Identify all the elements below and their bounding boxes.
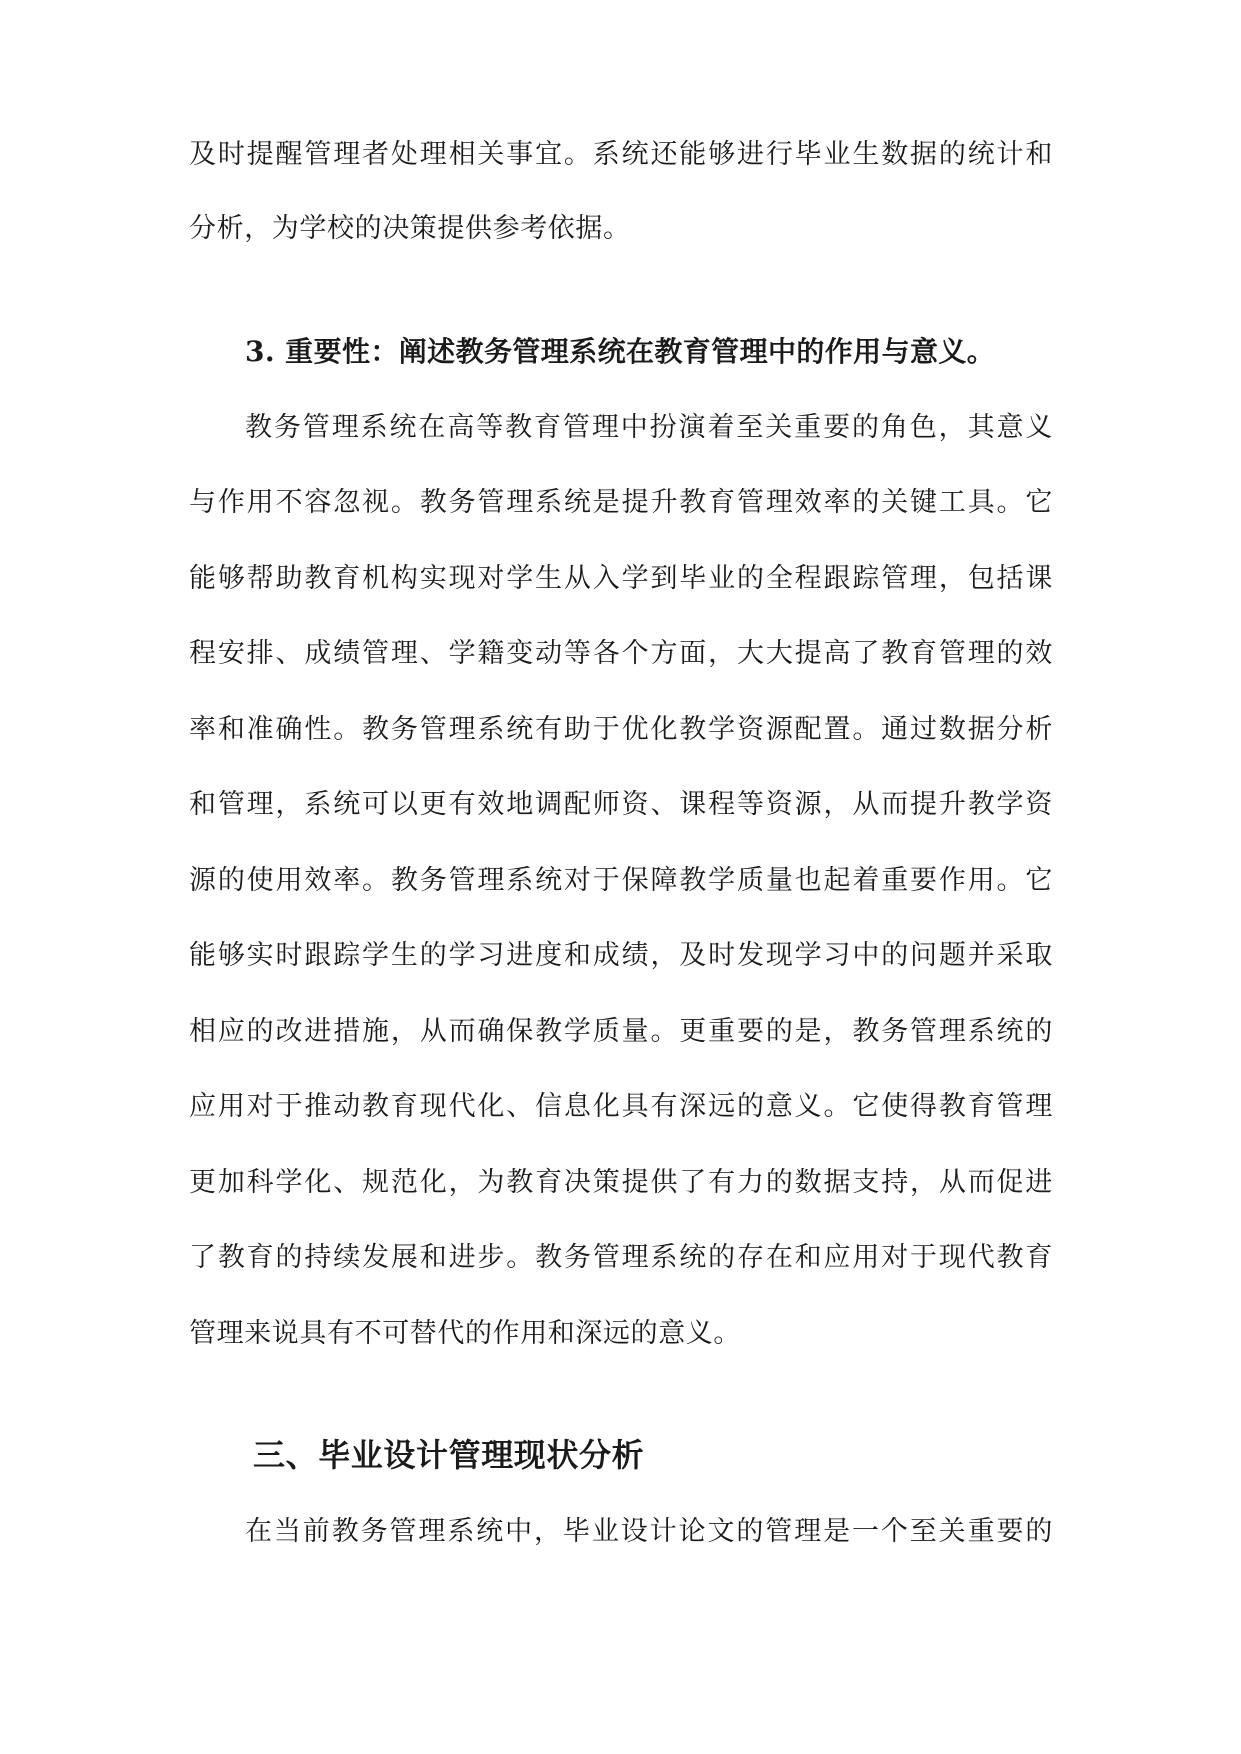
paragraph-line: 能够帮助教育机构实现对学生从入学到毕业的全程跟踪管理，包括课 xyxy=(189,563,1053,594)
chapter-heading: 三、毕业设计管理现状分析 xyxy=(253,1436,645,1474)
paragraph-line: 能够实时跟踪学生的学习进度和成绩，及时发现学习中的问题并采取 xyxy=(189,940,1053,971)
paragraph-line: 管理来说具有不可替代的作用和深远的意义。 xyxy=(189,1318,741,1349)
paragraph-line: 在当前教务管理系统中，毕业设计论文的管理是一个至关重要的 xyxy=(245,1516,1053,1547)
paragraph-line: 及时提醒管理者处理相关事宜。系统还能够进行毕业生数据的统计和 xyxy=(189,139,1053,170)
paragraph-line: 教务管理系统在高等教育管理中扮演着至关重要的角色，其意义 xyxy=(245,412,1053,443)
paragraph-line: 程安排、成绩管理、学籍变动等各个方面，大大提高了教育管理的效 xyxy=(189,638,1053,669)
paragraph-line: 相应的改进措施，从而确保教学质量。更重要的是，教务管理系统的 xyxy=(189,1016,1053,1047)
paragraph-line: 率和准确性。教务管理系统有助于优化教学资源配置。通过数据分析 xyxy=(189,714,1053,745)
paragraph-line: 更加科学化、规范化，为教育决策提供了有力的数据支持，从而促进 xyxy=(189,1167,1053,1198)
paragraph-line: 与作用不容忽视。教务管理系统是提升教育管理效率的关键工具。它 xyxy=(189,487,1053,518)
paragraph-line: 了教育的持续发展和进步。教务管理系统的存在和应用对于现代教育 xyxy=(189,1242,1053,1273)
paragraph-line: 分析，为学校的决策提供参考依据。 xyxy=(189,213,631,244)
paragraph-line: 源的使用效率。教务管理系统对于保障教学质量也起着重要作用。它 xyxy=(189,865,1053,896)
section-heading: 3. 重要性：阐述教务管理系统在教育管理中的作用与意义。 xyxy=(245,335,996,368)
paragraph-line: 和管理，系统可以更有效地调配师资、课程等资源，从而提升教学资 xyxy=(189,789,1053,820)
paragraph-line: 应用对于推动教育现代化、信息化具有深远的意义。它使得教育管理 xyxy=(189,1091,1053,1122)
